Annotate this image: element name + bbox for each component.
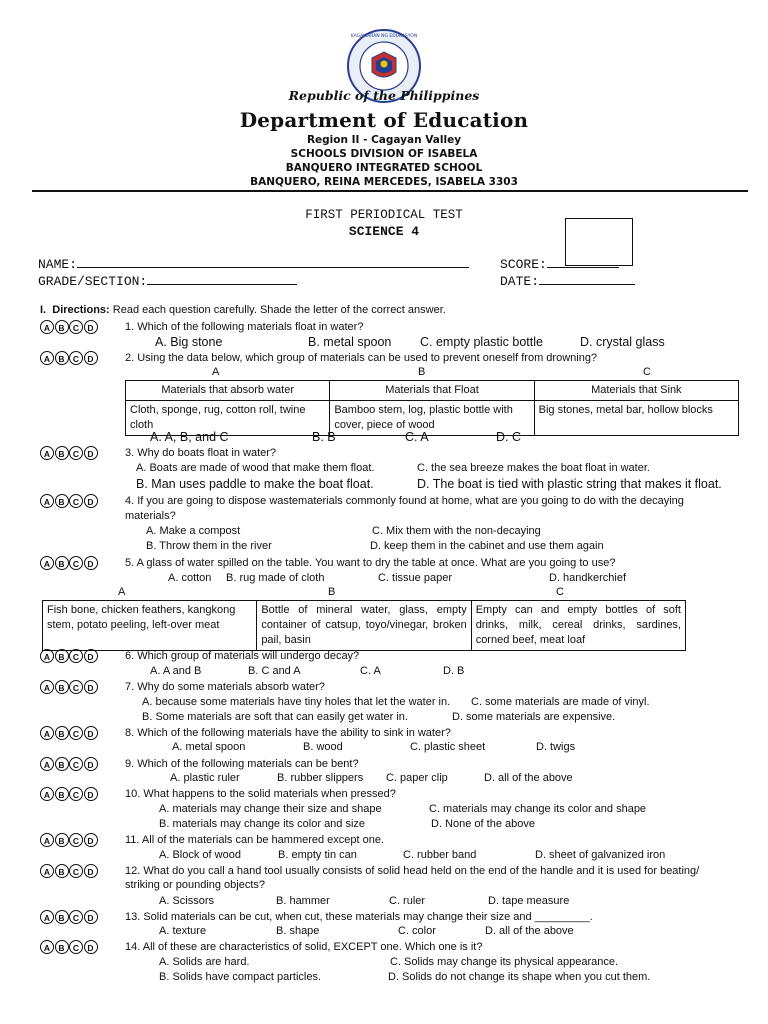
address-line: BANQUERO, REINA MERCEDES, ISABELA 3303: [250, 176, 518, 188]
choice: A. plastic ruler: [170, 772, 240, 784]
bubble-d[interactable]: D: [84, 787, 98, 801]
bubble-d[interactable]: D: [84, 494, 98, 508]
test-subject: SCIENCE 4: [348, 224, 420, 239]
choice: B. empty tin can: [278, 849, 357, 861]
question-text: 13. Solid materials can be cut, when cut, these materials may change their size and _________.: [125, 911, 593, 923]
bubble-d[interactable]: D: [84, 910, 98, 924]
choice: B. rug made of cloth: [226, 572, 325, 584]
question-text: 14. All of these are characteristics of solid, EXCEPT one. Which one is it?: [125, 941, 483, 953]
table2-letter-c: C: [556, 586, 564, 598]
question-9: [40, 757, 359, 771]
bubble-c[interactable]: C: [69, 446, 83, 460]
bubble-b[interactable]: B: [55, 726, 69, 740]
bubble-d[interactable]: D: [84, 320, 98, 334]
choice: B. B: [312, 430, 336, 444]
choice: D. sheet of galvanized iron: [535, 849, 666, 861]
table2-letter-b: B: [328, 586, 336, 598]
bubble-d[interactable]: D: [84, 351, 98, 365]
choice: A. texture: [159, 925, 207, 937]
choice: D. B: [443, 665, 465, 677]
bubble-c[interactable]: C: [69, 556, 83, 570]
bubble-b[interactable]: B: [55, 320, 69, 334]
question-text: 8. Which of the following materials have the ability to sink in water?: [125, 727, 451, 739]
date-field[interactable]: DATE:: [500, 272, 635, 289]
bubble-a[interactable]: A: [40, 446, 54, 460]
choice: B. rubber slippers: [277, 772, 364, 784]
choice: A. Scissors: [159, 895, 215, 907]
choice: C. Mix them with the non-decaying: [372, 525, 541, 537]
question-text: 12. What do you call a hand tool usually consists of solid head held on the end of the handle and it is used for beating/: [125, 865, 700, 877]
choice: D. tape measure: [488, 895, 570, 907]
bubble-c[interactable]: C: [69, 649, 83, 663]
directions: I. Directions: Read each question carefully. Shade the letter of the correct answer.: [40, 304, 446, 316]
division-line: SCHOOLS DIVISION OF ISABELA: [290, 148, 478, 160]
question-3: [40, 446, 277, 460]
bubble-a[interactable]: A: [40, 833, 54, 847]
bubble-c[interactable]: C: [69, 757, 83, 771]
choice: C. materials may change its color and shape: [429, 803, 647, 815]
choice: A. Make a compost: [146, 525, 241, 537]
choice: D. twigs: [536, 741, 576, 753]
bubble-a[interactable]: A: [40, 351, 54, 365]
bubble-b[interactable]: B: [55, 680, 69, 694]
bubble-a[interactable]: A: [40, 680, 54, 694]
choice: C. some materials are made of vinyl.: [471, 696, 650, 708]
table-header: Materials that Float: [330, 381, 534, 401]
bubble-b[interactable]: B: [55, 787, 69, 801]
choice: B. hammer: [276, 895, 330, 907]
bubble-c[interactable]: C: [69, 787, 83, 801]
bubble-d[interactable]: D: [84, 649, 98, 663]
question-text: 1. Which of the following materials float in water?: [125, 321, 364, 333]
table-cell: Empty can and empty bottles of soft drinks, milk, cereal drinks, sardines, corned beef, meat loaf: [471, 601, 685, 651]
bubble-c[interactable]: C: [69, 833, 83, 847]
choice: A. A and B: [150, 665, 202, 677]
bubble-a[interactable]: A: [40, 864, 54, 878]
table1-letter-a: A: [212, 366, 220, 378]
choice: C. rubber band: [403, 849, 477, 861]
bubble-c[interactable]: C: [69, 351, 83, 365]
republic-line: Republic of the Philippines: [288, 88, 480, 103]
bubble-b[interactable]: B: [55, 351, 69, 365]
choice: A. because some materials have tiny holes that let the water in.: [142, 696, 451, 708]
choice: A. A, B, and C: [150, 430, 229, 444]
choice: C. Solids may change its physical appearance.: [390, 956, 619, 968]
department-title: Department of Education: [239, 108, 529, 132]
materials-table-2: [42, 600, 686, 651]
choice: D. all of the above: [484, 772, 573, 784]
question-12: [40, 864, 700, 878]
test-title: FIRST PERIODICAL TEST: [305, 208, 463, 222]
question-7: [40, 680, 325, 694]
question-2: [40, 351, 598, 365]
table-header: Materials that absorb water: [126, 381, 330, 401]
choice: C. paper clip: [386, 772, 448, 784]
bubble-c[interactable]: C: [69, 680, 83, 694]
bubble-c[interactable]: C: [69, 864, 83, 878]
bubble-b[interactable]: B: [55, 556, 69, 570]
bubble-c[interactable]: C: [69, 320, 83, 334]
bubble-d[interactable]: D: [84, 680, 98, 694]
choice: D. C: [496, 430, 521, 444]
question-text: 6. Which group of materials will undergo decay?: [125, 650, 360, 662]
bubble-d[interactable]: D: [84, 940, 98, 954]
choice: C. the sea breeze makes the boat float in water.: [417, 462, 650, 474]
bubble-b[interactable]: B: [55, 649, 69, 663]
question-text: 10. What happens to the solid materials when pressed?: [125, 788, 396, 800]
bubble-b[interactable]: B: [55, 833, 69, 847]
question-text: 5. A glass of water spilled on the table. You want to dry the table at once. What are you going to use?: [125, 557, 616, 569]
bubble-a[interactable]: A: [40, 757, 54, 771]
bubble-b[interactable]: B: [55, 940, 69, 954]
name-field[interactable]: NAME:: [38, 255, 469, 272]
header-divider: [32, 190, 748, 192]
question-6: [40, 649, 360, 663]
school-line: BANQUERO INTEGRATED SCHOOL: [285, 162, 483, 174]
bubble-d[interactable]: D: [84, 446, 98, 460]
choice: D. Solids do not change its shape when you cut them.: [388, 971, 651, 983]
question-text-continued: striking or pounding objects?: [125, 879, 266, 891]
bubble-b[interactable]: B: [55, 864, 69, 878]
question-5: [40, 556, 616, 570]
table-cell: Bamboo stem, log, plastic bottle with cover, piece of wood: [330, 401, 534, 436]
choice: A. Boats are made of wood that make them float.: [136, 462, 375, 474]
grade-section-field[interactable]: GRADE/SECTION:: [38, 272, 297, 289]
choice: A. Block of wood: [159, 849, 241, 861]
table-cell: Bottle of mineral water, glass, empty container of catsup, toyo/vinegar, broken pail, basin: [257, 601, 471, 651]
region-line: Region II - Cagayan Valley: [306, 134, 462, 146]
bubble-a[interactable]: A: [40, 787, 54, 801]
choice: D. all of the above: [485, 925, 574, 937]
bubble-c[interactable]: C: [69, 494, 83, 508]
question-text: 2. Using the data below, which group of materials can be used to prevent oneself from drowning?: [125, 352, 598, 364]
question-8: [40, 726, 451, 740]
choice: A. cotton: [168, 572, 212, 584]
choice: C. plastic sheet: [410, 741, 486, 753]
choice: D. some materials are expensive.: [452, 711, 616, 723]
question-10: [40, 787, 396, 801]
choice: B. materials may change its color and size: [159, 818, 366, 830]
question-14: [40, 940, 483, 954]
svg-text:KAGAWARAN NG EDUKASYON: KAGAWARAN NG EDUKASYON: [350, 34, 418, 39]
question-text: 7. Why do some materials absorb water?: [125, 681, 325, 693]
choice: C. ruler: [389, 895, 426, 907]
bubble-a[interactable]: A: [40, 726, 54, 740]
table1-letter-b: B: [418, 366, 426, 378]
question-text: 11. All of the materials can be hammered except one.: [125, 834, 385, 846]
question-4: [40, 494, 684, 508]
choice: C. empty plastic bottle: [420, 335, 543, 349]
choice: C. A: [360, 665, 381, 677]
choice: C. A: [405, 430, 429, 444]
choice: A. metal spoon: [172, 741, 246, 753]
choice: D. handkerchief: [549, 572, 627, 584]
table2-letter-a: A: [118, 586, 126, 598]
bubble-b[interactable]: B: [55, 494, 69, 508]
table-cell: Fish bone, chicken feathers, kangkong stem, potato peeling, left-over meat: [43, 601, 257, 651]
choice: B. C and A: [248, 665, 301, 677]
bubble-d[interactable]: D: [84, 864, 98, 878]
bubble-a[interactable]: A: [40, 910, 54, 924]
table-cell: Cloth, sponge, rug, cotton roll, twine cloth: [126, 401, 330, 436]
question-13: [40, 910, 593, 924]
table-cell: Big stones, metal bar, hollow blocks: [534, 401, 738, 436]
bubble-b[interactable]: B: [55, 910, 69, 924]
table1-letter-c: C: [643, 366, 651, 378]
choice: D. crystal glass: [580, 335, 665, 349]
bubble-d[interactable]: D: [84, 556, 98, 570]
bubble-b[interactable]: B: [55, 757, 69, 771]
table-header: Materials that Sink: [534, 381, 738, 401]
bubble-d[interactable]: D: [84, 833, 98, 847]
bubble-c[interactable]: C: [69, 726, 83, 740]
question-text: 9. Which of the following materials can be bent?: [125, 758, 359, 770]
choice: C. tissue paper: [378, 572, 452, 584]
choice: A. Big stone: [155, 335, 223, 349]
choice: A. materials may change their size and shape: [159, 803, 382, 815]
question-text: 3. Why do boats float in water?: [125, 447, 277, 459]
bubble-d[interactable]: D: [84, 726, 98, 740]
choice: D. None of the above: [431, 818, 535, 830]
question-1: [40, 320, 364, 334]
bubble-a[interactable]: A: [40, 320, 54, 334]
bubble-b[interactable]: B: [55, 446, 69, 460]
bubble-a[interactable]: A: [40, 649, 54, 663]
choice: B. Throw them in the river: [146, 540, 272, 552]
bubble-a[interactable]: A: [40, 494, 54, 508]
choice: B. shape: [276, 925, 320, 937]
choice: C. color: [398, 925, 436, 937]
choice: D. The boat is tied with plastic string that makes it float.: [417, 477, 722, 491]
choice: D. keep them in the cabinet and use them again: [370, 540, 604, 552]
materials-table-1: [125, 380, 739, 436]
question-text: 4. If you are going to dispose wastematerials commonly found at home, what are you going to do with the decaying: [125, 495, 684, 507]
question-11: [40, 833, 385, 847]
choice: B. Some materials are soft that can easily get water in.: [142, 711, 408, 723]
score-field[interactable]: SCORE:: [500, 255, 619, 272]
bubble-d[interactable]: D: [84, 757, 98, 771]
choice: B. Solids have compact particles.: [159, 971, 322, 983]
choice: B. metal spoon: [308, 335, 392, 349]
choice: A. Solids are hard.: [159, 956, 250, 968]
question-text-continued: materials?: [125, 510, 176, 522]
bubble-c[interactable]: C: [69, 940, 83, 954]
choice: B. Man uses paddle to make the boat float.: [136, 477, 374, 491]
bubble-a[interactable]: A: [40, 556, 54, 570]
bubble-c[interactable]: C: [69, 910, 83, 924]
choice: B. wood: [303, 741, 343, 753]
bubble-a[interactable]: A: [40, 940, 54, 954]
